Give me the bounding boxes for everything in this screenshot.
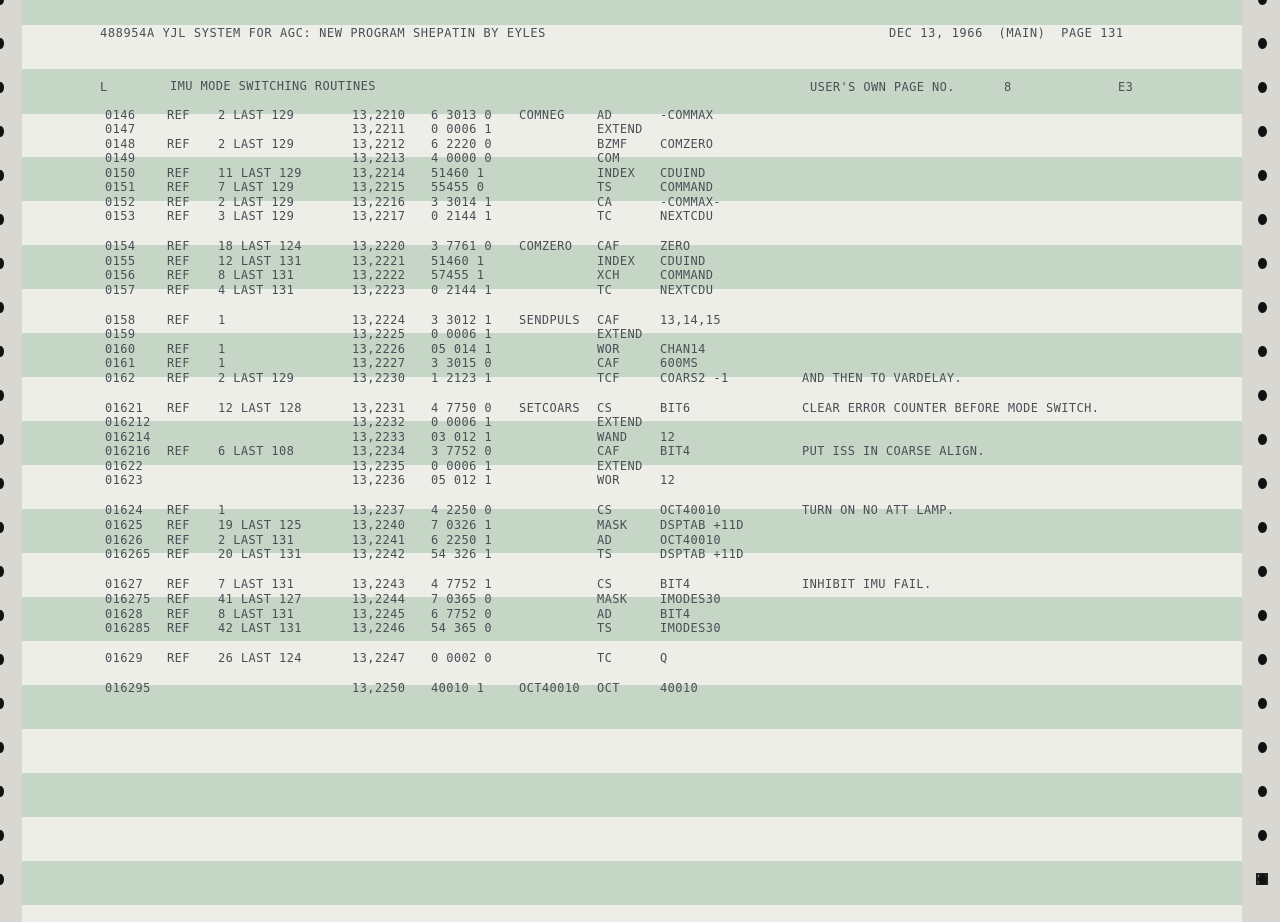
listing-octal-value: 03 012 1 <box>431 430 492 444</box>
sprocket-hole <box>0 302 4 313</box>
listing-symbol-label: COMNEG <box>519 108 565 122</box>
listing-ref-keyword: REF <box>167 254 190 268</box>
listing-line-number: 01621 <box>105 401 144 415</box>
listing-line-number: 01623 <box>105 473 144 487</box>
listing-octal-value: 55455 0 <box>431 180 485 194</box>
sprocket-hole <box>0 478 4 489</box>
listing-octal-value: 0 0002 0 <box>431 651 492 665</box>
listing-symbol-label: SETCOARS <box>519 401 580 415</box>
listing-line-number: 01627 <box>105 577 144 591</box>
listing-address: 13,2211 <box>352 122 406 136</box>
listing-ref-keyword: REF <box>167 592 190 606</box>
sprocket-hole <box>1258 170 1267 181</box>
sprocket-hole <box>1258 0 1267 5</box>
listing-line-number: 0152 <box>105 195 136 209</box>
listing-operand: IMODES30 <box>660 621 721 635</box>
listing-opcode: WAND <box>597 430 628 444</box>
listing-operand: DSPTAB +11D <box>660 518 744 532</box>
listing-octal-value: 05 014 1 <box>431 342 492 356</box>
listing-operand: NEXTCDU <box>660 209 714 223</box>
listing-operand: CDUIND <box>660 166 706 180</box>
listing-address: 13,2233 <box>352 430 406 444</box>
listing-line-number: 016216 <box>105 444 151 458</box>
green-band <box>22 597 1242 641</box>
listing-opcode: MASK <box>597 592 628 606</box>
listing-operand: COMZERO <box>660 137 714 151</box>
listing-opcode: TC <box>597 651 613 665</box>
listing-address: 13,2235 <box>352 459 406 473</box>
listing-operand: BIT6 <box>660 401 691 415</box>
listing-line-number: 0146 <box>105 108 136 122</box>
sprocket-hole <box>1258 346 1267 357</box>
listing-opcode: TC <box>597 283 613 297</box>
listing-symbol-label: SENDPULS <box>519 313 580 327</box>
listing-line-number: 0153 <box>105 209 136 223</box>
sprocket-hole <box>1258 610 1267 621</box>
listing-ref-keyword: REF <box>167 547 190 561</box>
sprocket-hole <box>0 38 4 49</box>
listing-address: 13,2222 <box>352 268 406 282</box>
listing-ref-keyword: REF <box>167 195 190 209</box>
listing-operand: 40010 <box>660 681 699 695</box>
listing-ref-detail: 1 <box>218 313 226 327</box>
listing-octal-value: 4 2250 0 <box>431 503 492 517</box>
green-band <box>22 0 1242 25</box>
sprocket-hole <box>1258 390 1267 401</box>
listing-line-number: 016285 <box>105 621 151 635</box>
listing-ref-detail: 3 LAST 129 <box>218 209 295 223</box>
listing-address: 13,2226 <box>352 342 406 356</box>
listing-opcode: CAF <box>597 239 620 253</box>
sprocket-hole <box>0 170 4 181</box>
sprocket-hole <box>1258 830 1267 841</box>
listing-ref-detail: 12 LAST 131 <box>218 254 302 268</box>
listing-octal-value: 1 2123 1 <box>431 371 492 385</box>
listing-line-number: 0160 <box>105 342 136 356</box>
listing-octal-value: 6 2250 1 <box>431 533 492 547</box>
listing-ref-keyword: REF <box>167 166 190 180</box>
listing-opcode: AD <box>597 607 613 621</box>
sprocket-hole <box>1258 654 1267 665</box>
listing-line-number: 0149 <box>105 151 136 165</box>
listing-operand: ZERO <box>660 239 691 253</box>
listing-line-number: 01625 <box>105 518 144 532</box>
listing-address: 13,2221 <box>352 254 406 268</box>
listing-ref-keyword: REF <box>167 342 190 356</box>
listing-address: 13,2243 <box>352 577 406 591</box>
listing-comment: CLEAR ERROR COUNTER BEFORE MODE SWITCH. <box>802 401 1100 415</box>
listing-operand: BIT4 <box>660 577 691 591</box>
listing-line-number: 0157 <box>105 283 136 297</box>
listing-ref-keyword: REF <box>167 401 190 415</box>
listing-ref-detail: 2 LAST 129 <box>218 137 295 151</box>
listing-line-number: 01622 <box>105 459 144 473</box>
listing-address: 13,2250 <box>352 681 406 695</box>
listing-octal-value: 0 0006 1 <box>431 122 492 136</box>
listing-opcode: CAF <box>597 444 620 458</box>
listing-opcode: CAF <box>597 313 620 327</box>
listing-title: 488954A YJL SYSTEM FOR AGC: NEW PROGRAM SHEPATIN BY EYLES <box>100 26 547 40</box>
sprocket-hole <box>1258 214 1267 225</box>
listing-line-number: 0161 <box>105 356 136 370</box>
listing-address: 13,2241 <box>352 533 406 547</box>
listing-line-number: 01624 <box>105 503 144 517</box>
listing-opcode: AD <box>597 108 613 122</box>
listing-operand: Q <box>660 651 668 665</box>
listing-line-number: 0155 <box>105 254 136 268</box>
listing-ref-detail: 4 LAST 131 <box>218 283 295 297</box>
listing-ref-keyword: REF <box>167 503 190 517</box>
listing-ref-keyword: REF <box>167 444 190 458</box>
listing-line-number: 0162 <box>105 371 136 385</box>
listing-ref-detail: 7 LAST 131 <box>218 577 295 591</box>
listing-octal-value: 3 7752 0 <box>431 444 492 458</box>
sprocket-hole <box>0 0 4 5</box>
listing-opcode: WOR <box>597 473 620 487</box>
listing-octal-value: 6 7752 0 <box>431 607 492 621</box>
listing-operand: OCT40010 <box>660 503 721 517</box>
listing-address: 13,2215 <box>352 180 406 194</box>
listing-ref-detail: 8 LAST 131 <box>218 607 295 621</box>
listing-line-number: 0150 <box>105 166 136 180</box>
listing-opcode: CA <box>597 195 613 209</box>
listing-ref-keyword: REF <box>167 137 190 151</box>
green-band <box>22 509 1242 553</box>
sprocket-hole <box>1258 434 1267 445</box>
listing-line-number: 0156 <box>105 268 136 282</box>
listing-symbol-label: OCT40010 <box>519 681 580 695</box>
listing-operand: COMMAND <box>660 180 714 194</box>
listing-opcode: TS <box>597 547 613 561</box>
listing-line-number: 0159 <box>105 327 136 341</box>
sprocket-hole <box>0 610 4 621</box>
listing-ref-detail: 42 LAST 131 <box>218 621 302 635</box>
listing-opcode: EXTEND <box>597 459 643 473</box>
listing-operand: OCT40010 <box>660 533 721 547</box>
listing-symbol-label: COMZERO <box>519 239 573 253</box>
listing-operand: BIT4 <box>660 444 691 458</box>
listing-line-number: 01629 <box>105 651 144 665</box>
listing-operand: CDUIND <box>660 254 706 268</box>
sprocket-hole <box>0 258 4 269</box>
listing-ref-detail: 2 LAST 129 <box>218 195 295 209</box>
listing-ref-detail: 6 LAST 108 <box>218 444 295 458</box>
listing-ref-keyword: REF <box>167 313 190 327</box>
listing-ref-keyword: REF <box>167 180 190 194</box>
listing-octal-value: 4 7752 1 <box>431 577 492 591</box>
sprocket-hole <box>1258 38 1267 49</box>
listing-opcode: CS <box>597 503 613 517</box>
listing-octal-value: 4 7750 0 <box>431 401 492 415</box>
listing-line-number: 0158 <box>105 313 136 327</box>
sprocket-hole <box>1258 522 1267 533</box>
section-title: IMU MODE SWITCHING ROUTINES <box>170 79 376 93</box>
listing-address: 13,2247 <box>352 651 406 665</box>
listing-opcode: INDEX <box>597 166 636 180</box>
sprocket-hole <box>0 126 4 137</box>
listing-operand: -COMMAX- <box>660 195 721 209</box>
listing-ref-keyword: REF <box>167 268 190 282</box>
listing-operand: COMMAND <box>660 268 714 282</box>
listing-address: 13,2213 <box>352 151 406 165</box>
section-marker: L <box>100 80 108 94</box>
listing-address: 13,2231 <box>352 401 406 415</box>
listing-opcode: TC <box>597 209 613 223</box>
sprocket-hole <box>1258 786 1267 797</box>
listing-octal-value: 4 0000 0 <box>431 151 492 165</box>
listing-opcode: CS <box>597 401 613 415</box>
listing-address: 13,2212 <box>352 137 406 151</box>
sprocket-hole <box>0 874 4 885</box>
listing-opcode: AD <box>597 533 613 547</box>
listing-ref-detail: 8 LAST 131 <box>218 268 295 282</box>
listing-ref-detail: 2 LAST 129 <box>218 108 295 122</box>
listing-comment: INHIBIT IMU FAIL. <box>802 577 932 591</box>
listing-ref-detail: 1 <box>218 342 226 356</box>
listing-address: 13,2217 <box>352 209 406 223</box>
listing-address: 13,2232 <box>352 415 406 429</box>
listing-comment: AND THEN TO VARDELAY. <box>802 371 963 385</box>
listing-octal-value: 57455 1 <box>431 268 485 282</box>
sprocket-hole <box>0 698 4 709</box>
listing-octal-value: 0 0006 1 <box>431 459 492 473</box>
sprocket-hole <box>0 742 4 753</box>
listing-ref-keyword: REF <box>167 651 190 665</box>
listing-line-number: 01628 <box>105 607 144 621</box>
sprocket-hole <box>0 434 4 445</box>
listing-octal-value: 3 7761 0 <box>431 239 492 253</box>
listing-operand: -COMMAX <box>660 108 714 122</box>
listing-ref-keyword: REF <box>167 239 190 253</box>
listing-ref-keyword: REF <box>167 533 190 547</box>
listing-line-number: 016295 <box>105 681 151 695</box>
listing-operand: IMODES30 <box>660 592 721 606</box>
listing-octal-value: 6 2220 0 <box>431 137 492 151</box>
listing-address: 13,2223 <box>352 283 406 297</box>
listing-ref-keyword: REF <box>167 371 190 385</box>
listing-octal-value: 0 2144 1 <box>431 283 492 297</box>
listing-opcode: OCT <box>597 681 620 695</box>
listing-comment: PUT ISS IN COARSE ALIGN. <box>802 444 985 458</box>
listing-ref-detail: 11 LAST 129 <box>218 166 302 180</box>
sprocket-hole <box>1258 698 1267 709</box>
listing-opcode: CS <box>597 577 613 591</box>
sprocket-hole <box>0 786 4 797</box>
listing-ref-detail: 19 LAST 125 <box>218 518 302 532</box>
listing-line-number: 0151 <box>105 180 136 194</box>
listing-ref-keyword: REF <box>167 518 190 532</box>
listing-octal-value: 0 0006 1 <box>431 415 492 429</box>
listing-ref-detail: 7 LAST 129 <box>218 180 295 194</box>
listing-octal-value: 40010 1 <box>431 681 485 695</box>
listing-operand: 600MS <box>660 356 699 370</box>
listing-address: 13,2245 <box>352 607 406 621</box>
listing-address: 13,2240 <box>352 518 406 532</box>
listing-opcode: XCH <box>597 268 620 282</box>
listing-ref-detail: 18 LAST 124 <box>218 239 302 253</box>
listing-opcode: EXTEND <box>597 415 643 429</box>
listing-operand: 12 <box>660 430 676 444</box>
listing-ref-keyword: REF <box>167 209 190 223</box>
listing-comment: TURN ON NO ATT LAMP. <box>802 503 955 517</box>
listing-octal-value: 54 326 1 <box>431 547 492 561</box>
sprocket-hole <box>1258 302 1267 313</box>
green-band <box>22 861 1242 905</box>
listing-line-number: 016275 <box>105 592 151 606</box>
sprocket-hole <box>1258 742 1267 753</box>
listing-line-number: 016212 <box>105 415 151 429</box>
sprocket-hole <box>1258 258 1267 269</box>
sprocket-hole <box>1258 874 1267 885</box>
listing-operand: CHAN14 <box>660 342 706 356</box>
section-code: E3 <box>1118 80 1134 94</box>
listing-line-number: 016214 <box>105 430 151 444</box>
listing-address: 13,2224 <box>352 313 406 327</box>
listing-octal-value: 7 0326 1 <box>431 518 492 532</box>
listing-opcode: MASK <box>597 518 628 532</box>
listing-opcode: WOR <box>597 342 620 356</box>
listing-opcode: EXTEND <box>597 327 643 341</box>
user-page-number: 8 <box>1004 80 1012 94</box>
sprocket-hole <box>0 830 4 841</box>
listing-octal-value: 6 3013 0 <box>431 108 492 122</box>
listing-operand: 12 <box>660 473 676 487</box>
listing-line-number: 0154 <box>105 239 136 253</box>
listing-ref-detail: 26 LAST 124 <box>218 651 302 665</box>
green-band <box>22 685 1242 729</box>
listing-ref-keyword: REF <box>167 356 190 370</box>
listing-opcode: TS <box>597 180 613 194</box>
listing-ref-detail: 41 LAST 127 <box>218 592 302 606</box>
listing-octal-value: 0 2144 1 <box>431 209 492 223</box>
listing-opcode: INDEX <box>597 254 636 268</box>
listing-ref-keyword: REF <box>167 283 190 297</box>
sprocket-hole <box>0 566 4 577</box>
listing-octal-value: 54 365 0 <box>431 621 492 635</box>
listing-octal-value: 3 3012 1 <box>431 313 492 327</box>
sprocket-hole <box>0 654 4 665</box>
listing-octal-value: 0 0006 1 <box>431 327 492 341</box>
listing-operand: DSPTAB +11D <box>660 547 744 561</box>
sprocket-hole <box>1258 566 1267 577</box>
listing-address: 13,2225 <box>352 327 406 341</box>
listing-address: 13,2246 <box>352 621 406 635</box>
sprocket-hole <box>0 82 4 93</box>
sprocket-hole <box>0 390 4 401</box>
listing-address: 13,2214 <box>352 166 406 180</box>
listing-octal-value: 3 3014 1 <box>431 195 492 209</box>
listing-ref-keyword: REF <box>167 621 190 635</box>
listing-address: 13,2210 <box>352 108 406 122</box>
listing-ref-detail: 2 LAST 129 <box>218 371 295 385</box>
listing-ref-detail: 2 LAST 131 <box>218 533 295 547</box>
listing-opcode: TCF <box>597 371 620 385</box>
listing-opcode: CAF <box>597 356 620 370</box>
sprocket-hole <box>1258 82 1267 93</box>
user-page-label: USER'S OWN PAGE NO. <box>810 80 955 94</box>
listing-opcode: BZMF <box>597 137 628 151</box>
sprocket-hole <box>1258 126 1267 137</box>
sprocket-hole <box>1258 478 1267 489</box>
listing-octal-value: 51460 1 <box>431 254 485 268</box>
listing-address: 13,2220 <box>352 239 406 253</box>
listing-operand: BIT4 <box>660 607 691 621</box>
listing-line-number: 01626 <box>105 533 144 547</box>
listing-operand: NEXTCDU <box>660 283 714 297</box>
listing-opcode: COM <box>597 151 620 165</box>
listing-octal-value: 51460 1 <box>431 166 485 180</box>
listing-address: 13,2216 <box>352 195 406 209</box>
sprocket-hole <box>0 214 4 225</box>
listing-address: 13,2227 <box>352 356 406 370</box>
listing-address: 13,2234 <box>352 444 406 458</box>
listing-operand: COARS2 -1 <box>660 371 729 385</box>
listing-ref-detail: 12 LAST 128 <box>218 401 302 415</box>
listing-address: 13,2230 <box>352 371 406 385</box>
sprocket-hole <box>0 346 4 357</box>
listing-line-number: 016265 <box>105 547 151 561</box>
listing-address: 13,2237 <box>352 503 406 517</box>
listing-address: 13,2242 <box>352 547 406 561</box>
listing-ref-detail: 1 <box>218 356 226 370</box>
green-band <box>22 773 1242 817</box>
listing-address: 13,2244 <box>352 592 406 606</box>
listing-date-page: DEC 13, 1966 (MAIN) PAGE 131 <box>889 26 1124 40</box>
listing-line-number: 0147 <box>105 122 136 136</box>
sprocket-hole <box>0 522 4 533</box>
listing-address: 13,2236 <box>352 473 406 487</box>
listing-octal-value: 05 012 1 <box>431 473 492 487</box>
listing-opcode: EXTEND <box>597 122 643 136</box>
listing-ref-keyword: REF <box>167 108 190 122</box>
listing-ref-keyword: REF <box>167 577 190 591</box>
listing-operand: 13,14,15 <box>660 313 721 327</box>
listing-ref-keyword: REF <box>167 607 190 621</box>
listing-octal-value: 7 0365 0 <box>431 592 492 606</box>
listing-ref-detail: 1 <box>218 503 226 517</box>
listing-ref-detail: 20 LAST 131 <box>218 547 302 561</box>
listing-line-number: 0148 <box>105 137 136 151</box>
listing-octal-value: 3 3015 0 <box>431 356 492 370</box>
listing-opcode: TS <box>597 621 613 635</box>
